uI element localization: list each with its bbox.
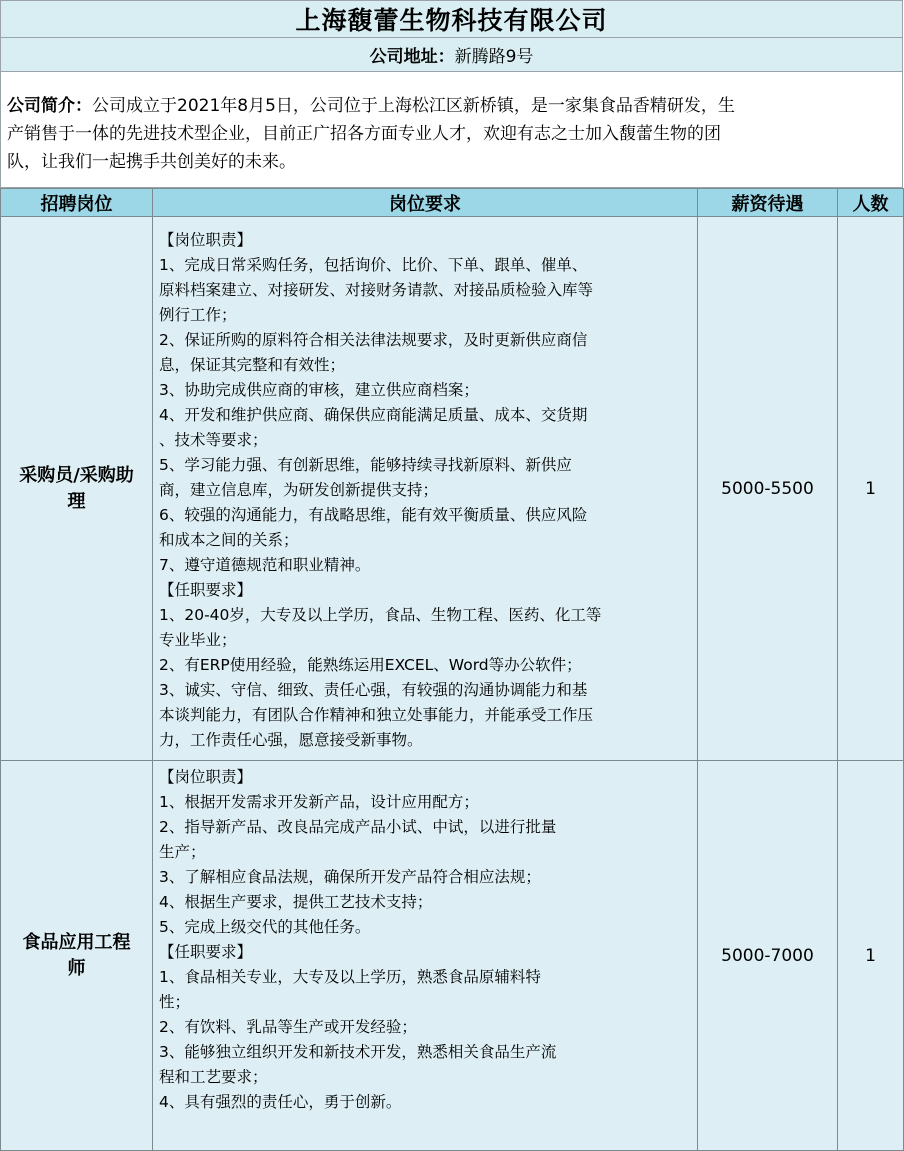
requirement-line: 生产； [159,843,206,861]
intro-text: 公司成立于2021年8月5日，公司位于上海松江区新桥镇，是一家集食品香精研发，生 [92,96,735,116]
requirement-line: 1、食品相关专业，大专及以上学历，熟悉食品原辅料特 [159,968,541,986]
salary-cell: 5000-7000 [698,761,838,1151]
requirement-line: 【岗位职责】 [159,231,253,249]
intro-label: 公司简介： [7,96,92,116]
requirement-line: 3、诚实、守信、细致、责任心强，有较强的沟通协调能力和基 [159,681,588,699]
position-line: 师 [67,957,86,979]
company-title: 上海馥蕾生物科技有限公司 [0,0,903,38]
requirement-line: 4、具有强烈的责任心，勇于创新。 [159,1093,402,1111]
requirements-cell [153,217,698,761]
requirement-line: 3、能够独立组织开发和新技术开发，熟悉相关食品生产流 [159,1043,557,1061]
requirement-line: 3、协助完成供应商的审核，建立供应商档案； [159,381,479,399]
requirements-cell [153,761,698,1151]
requirement-line: 2、保证所购的原料符合相关法律法规要求，及时更新供应商信 [159,331,588,349]
requirement-line: 2、有饮料、乳品等生产或开发经验； [159,1018,417,1036]
position-cell [1,761,153,1151]
requirement-line: 1、根据开发需求开发新产品，设计应用配方； [159,793,479,811]
requirement-line: 、技术等要求； [159,431,268,449]
requirement-line: 2、有ERP使用经验，能熟练运用EXCEL、Word等办公软件； [159,656,582,674]
requirement-line: 【岗位职责】 [159,768,253,786]
jobs-table [0,188,904,1151]
requirement-line: 例行工作； [159,306,237,324]
header-requirements: 岗位要求 [153,189,698,217]
requirement-line: 【任职要求】 [159,581,253,599]
requirement-line: 商，建立信息库，为研发创新提供支持； [159,481,439,499]
requirement-line: 4、开发和维护供应商、确保供应商能满足质量、成本、交货期 [159,406,588,424]
table-header-row [1,189,904,217]
count-cell: 1 [838,217,904,761]
position-line: 理 [67,490,86,512]
requirement-line: 2、指导新产品、改良品完成产品小试、中试，以进行批量 [159,818,557,836]
requirement-line: 3、了解相应食品法规，确保所开发产品符合相应法规； [159,868,541,886]
intro-line: 产销售于一体的先进技术型企业，目前正广招各方面专业人才，欢迎有志之士加入馥蕾生物的团 [7,124,721,144]
requirement-line: 7、遵守道德规范和职业精神。 [159,556,371,574]
company-address [0,38,903,72]
position-cell [1,217,153,761]
table-row [1,217,904,761]
requirement-line: 和成本之间的关系； [159,531,299,549]
position-line: 采购员/采购助 [19,464,134,486]
requirement-line: 1、20-40岁，大专及以上学历，食品、生物工程、医药、化工等 [159,606,602,624]
address-label: 公司地址： [369,47,455,67]
intro-line: 队，让我们一起携手共创美好的未来。 [7,152,296,172]
requirement-line: 程和工艺要求； [159,1068,268,1086]
header-count: 人数 [838,189,904,217]
requirement-line: 性； [159,993,191,1011]
requirement-line: 4、根据生产要求，提供工艺技术支持； [159,893,433,911]
requirement-line: 本谈判能力，有团队合作精神和独立处事能力，并能承受工作压 [159,706,594,724]
requirement-line: 力，工作责任心强，愿意接受新事物。 [159,731,423,749]
requirement-line: 专业毕业； [159,631,237,649]
position-line: 食品应用工程 [22,931,131,953]
requirement-line: 6、较强的沟通能力，有战略思维，能有效平衡质量、供应风险 [159,506,588,524]
requirement-line: 5、完成上级交代的其他任务。 [159,918,371,936]
salary-cell: 5000-5500 [698,217,838,761]
requirement-line: 【任职要求】 [159,943,253,961]
requirement-line: 原料档案建立、对接研发、对接财务请款、对接品质检验入库等 [159,281,594,299]
count-cell: 1 [838,761,904,1151]
header-position: 招聘岗位 [1,189,153,217]
requirement-line: 5、学习能力强、有创新思维，能够持续寻找新原料、新供应 [159,456,572,474]
requirement-line: 息，保证其完整和有效性； [159,356,346,374]
company-intro [0,72,903,188]
header-salary: 薪资待遇 [698,189,838,217]
table-row [1,761,904,1151]
address-value: 新腾路9号 [454,47,534,67]
intro-line [7,92,896,120]
requirement-line: 1、完成日常采购任务，包括询价、比价、下单、跟单、催单、 [159,256,588,274]
